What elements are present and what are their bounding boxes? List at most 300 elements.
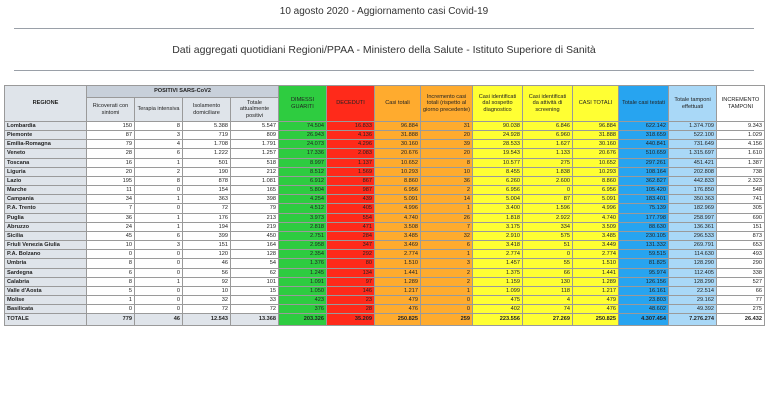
- table-row: [5, 295, 765, 304]
- value-cell: 90.038: [473, 122, 523, 131]
- value-cell: 72: [231, 305, 279, 314]
- value-cell: 6.956: [473, 186, 523, 195]
- value-cell: 16: [87, 158, 135, 167]
- value-cell: 0: [135, 250, 183, 259]
- value-cell: 80: [327, 259, 375, 268]
- value-cell: 8: [135, 122, 183, 131]
- value-cell: 479: [573, 295, 619, 304]
- value-cell: 75.139: [619, 204, 669, 213]
- value-cell: 0: [135, 186, 183, 195]
- value-cell: 2.600: [523, 176, 573, 185]
- value-cell: 423: [279, 295, 327, 304]
- value-cell: 146: [327, 286, 375, 295]
- value-cell: 8.512: [279, 167, 327, 176]
- value-cell: 1.791: [231, 140, 279, 149]
- value-cell: 2.910: [473, 231, 523, 240]
- value-cell: 31.888: [375, 131, 421, 140]
- value-cell: 2: [421, 268, 473, 277]
- value-cell: 4: [135, 140, 183, 149]
- value-cell: 8: [87, 259, 135, 268]
- value-cell: 1: [135, 213, 183, 222]
- value-cell: 522.100: [669, 131, 717, 140]
- value-cell: 6: [421, 241, 473, 250]
- value-cell: 1.387: [717, 158, 765, 167]
- value-cell: 2.774: [573, 250, 619, 259]
- value-cell: 2.751: [279, 231, 327, 240]
- value-cell: 476: [375, 305, 421, 314]
- value-cell: 442.833: [669, 176, 717, 185]
- value-cell: 518: [231, 158, 279, 167]
- value-cell: 46: [183, 259, 231, 268]
- value-cell: 6: [135, 149, 183, 158]
- value-cell: 136.361: [669, 222, 717, 231]
- value-cell: 36: [87, 213, 135, 222]
- value-cell: 72: [183, 305, 231, 314]
- value-cell: 4.740: [573, 213, 619, 222]
- value-cell: 873: [717, 231, 765, 240]
- value-cell: 1: [87, 295, 135, 304]
- value-cell: 11: [87, 186, 135, 195]
- value-cell: 4.996: [573, 204, 619, 213]
- value-cell: 10: [87, 241, 135, 250]
- value-cell: 4.136: [327, 131, 375, 140]
- value-cell: 0: [135, 295, 183, 304]
- value-cell: 1.374.709: [669, 122, 717, 131]
- value-cell: 8: [87, 277, 135, 286]
- table-row: [5, 241, 765, 250]
- value-cell: 1.222: [183, 149, 231, 158]
- value-cell: 128.290: [669, 277, 717, 286]
- region-name-cell: Sardegna: [5, 268, 87, 277]
- value-cell: 17.336: [279, 149, 327, 158]
- table-row: [5, 204, 765, 213]
- value-cell: 2.354: [279, 250, 327, 259]
- value-cell: 202.808: [669, 167, 717, 176]
- value-cell: 2.922: [523, 213, 573, 222]
- value-cell: 7: [87, 204, 135, 213]
- value-cell: 1: [135, 277, 183, 286]
- value-cell: 1.818: [473, 213, 523, 222]
- value-cell: 527: [717, 277, 765, 286]
- table-row: [5, 268, 765, 277]
- value-cell: 2.083: [327, 149, 375, 158]
- value-cell: 493: [717, 250, 765, 259]
- value-cell: 6.960: [523, 131, 573, 140]
- value-cell: 6.912: [279, 176, 327, 185]
- table-row: [5, 195, 765, 204]
- region-name-cell: Lombardia: [5, 122, 87, 131]
- value-cell: 0: [135, 259, 183, 268]
- value-cell: 95.974: [619, 268, 669, 277]
- value-cell: 554: [327, 213, 375, 222]
- table-row: [5, 286, 765, 295]
- value-cell: 479: [375, 295, 421, 304]
- table-row: [5, 158, 765, 167]
- value-cell: 128.290: [669, 259, 717, 268]
- header-tamponi: Totale tamponi effettuati: [669, 86, 717, 122]
- table-row: [5, 305, 765, 314]
- value-cell: 28.533: [473, 140, 523, 149]
- value-cell: 878: [183, 176, 231, 185]
- table-row: [5, 231, 765, 240]
- value-cell: 8.997: [279, 158, 327, 167]
- value-cell: 164: [231, 241, 279, 250]
- value-cell: 77: [717, 295, 765, 304]
- divider: [14, 70, 754, 71]
- value-cell: 4: [523, 295, 573, 304]
- value-cell: 10: [421, 167, 473, 176]
- table-row: [5, 277, 765, 286]
- value-cell: 14: [421, 195, 473, 204]
- value-cell: 719: [183, 131, 231, 140]
- value-cell: 4.254: [279, 195, 327, 204]
- value-cell: 177.798: [619, 213, 669, 222]
- value-cell: 3.509: [573, 222, 619, 231]
- value-cell: 194: [183, 222, 231, 231]
- value-cell: 3.469: [375, 241, 421, 250]
- value-cell: 87: [523, 195, 573, 204]
- value-cell: 318.659: [619, 131, 669, 140]
- value-cell: 31.888: [573, 131, 619, 140]
- value-cell: 26.943: [279, 131, 327, 140]
- region-name-cell: Umbria: [5, 259, 87, 268]
- value-cell: 1: [421, 286, 473, 295]
- header-ricoverati: Ricoverati con sintomi: [87, 98, 135, 122]
- value-cell: 7: [421, 222, 473, 231]
- value-cell: 6: [135, 231, 183, 240]
- table-row: [5, 140, 765, 149]
- value-cell: 16.833: [327, 122, 375, 131]
- value-cell: 54: [231, 259, 279, 268]
- value-cell: 1.457: [473, 259, 523, 268]
- value-cell: 190: [183, 167, 231, 176]
- region-name-cell: P.A. Trento: [5, 204, 87, 213]
- region-name-cell: Valle d'Aosta: [5, 286, 87, 295]
- value-cell: 4.296: [327, 140, 375, 149]
- table-row: [5, 149, 765, 158]
- value-cell: 16.161: [619, 286, 669, 295]
- value-cell: 10.293: [573, 167, 619, 176]
- value-cell: 5.091: [573, 195, 619, 204]
- value-cell: 376: [279, 305, 327, 314]
- value-cell: 350.363: [669, 195, 717, 204]
- table-row: [5, 222, 765, 231]
- region-name-cell: Calabria: [5, 277, 87, 286]
- value-cell: 9.343: [717, 122, 765, 131]
- value-cell: 0: [87, 250, 135, 259]
- region-name-cell: Sicilia: [5, 231, 87, 240]
- value-cell: 275: [717, 305, 765, 314]
- value-cell: 13.368: [231, 314, 279, 326]
- value-cell: 223.556: [473, 314, 523, 326]
- value-cell: 1.627: [523, 140, 573, 149]
- value-cell: 2.774: [375, 250, 421, 259]
- value-cell: 4.740: [375, 213, 421, 222]
- value-cell: 35.209: [327, 314, 375, 326]
- value-cell: 20: [87, 167, 135, 176]
- value-cell: 1: [135, 222, 183, 231]
- value-cell: 36: [421, 176, 473, 185]
- value-cell: 1.159: [473, 277, 523, 286]
- value-cell: 258.997: [669, 213, 717, 222]
- value-cell: 741: [717, 195, 765, 204]
- value-cell: 362.827: [619, 176, 669, 185]
- value-cell: 6: [87, 268, 135, 277]
- value-cell: 26: [421, 213, 473, 222]
- value-cell: 27.269: [523, 314, 573, 326]
- value-cell: 1: [421, 250, 473, 259]
- value-cell: 203.326: [279, 314, 327, 326]
- value-cell: 1.596: [523, 204, 573, 213]
- value-cell: 3.418: [473, 241, 523, 250]
- value-cell: 510.659: [619, 149, 669, 158]
- value-cell: 213: [231, 213, 279, 222]
- value-cell: 28: [327, 305, 375, 314]
- region-name-cell: Campania: [5, 195, 87, 204]
- value-cell: 450: [231, 231, 279, 240]
- value-cell: 3: [421, 259, 473, 268]
- covid-cases-table: [4, 85, 765, 326]
- value-cell: 1.510: [573, 259, 619, 268]
- value-cell: 809: [231, 131, 279, 140]
- value-cell: 62: [231, 268, 279, 277]
- value-cell: 2: [421, 186, 473, 195]
- value-cell: 20.676: [375, 149, 421, 158]
- value-cell: 1.217: [375, 286, 421, 295]
- value-cell: 1.441: [573, 268, 619, 277]
- value-cell: 622.142: [619, 122, 669, 131]
- value-cell: 92: [183, 277, 231, 286]
- value-cell: 867: [327, 176, 375, 185]
- value-cell: 250.825: [573, 314, 619, 326]
- value-cell: 297.261: [619, 158, 669, 167]
- value-cell: 1.708: [183, 140, 231, 149]
- value-cell: 3.508: [375, 222, 421, 231]
- value-cell: 30.160: [375, 140, 421, 149]
- value-cell: 10.652: [573, 158, 619, 167]
- value-cell: 45: [87, 231, 135, 240]
- table-row: [5, 259, 765, 268]
- value-cell: 1.376: [279, 259, 327, 268]
- value-cell: 32: [183, 295, 231, 304]
- value-cell: 439: [327, 195, 375, 204]
- value-cell: 5: [87, 286, 135, 295]
- page-title: 10 agosto 2020 - Aggiornamento casi Covid-19: [279, 6, 489, 17]
- region-name-cell: Emilia-Romagna: [5, 140, 87, 149]
- value-cell: 731.649: [669, 140, 717, 149]
- value-cell: 120: [183, 250, 231, 259]
- value-cell: 1.610: [717, 149, 765, 158]
- header-casi-totali: Casi totali: [375, 86, 421, 122]
- value-cell: 1.569: [327, 167, 375, 176]
- value-cell: 176.850: [669, 186, 717, 195]
- value-cell: 101: [231, 277, 279, 286]
- value-cell: 8: [421, 158, 473, 167]
- value-cell: 26.432: [717, 314, 765, 326]
- value-cell: 0: [135, 305, 183, 314]
- value-cell: 1.245: [279, 268, 327, 277]
- value-cell: 195: [87, 176, 135, 185]
- value-cell: 2.774: [473, 250, 523, 259]
- value-cell: 269.791: [669, 241, 717, 250]
- value-cell: 1.081: [231, 176, 279, 185]
- value-cell: 2.958: [279, 241, 327, 250]
- value-cell: 5.388: [183, 122, 231, 131]
- value-cell: 10.652: [375, 158, 421, 167]
- value-cell: 55: [523, 259, 573, 268]
- value-cell: 334: [523, 222, 573, 231]
- value-cell: 398: [231, 195, 279, 204]
- value-cell: 87: [87, 131, 135, 140]
- value-cell: 6.956: [375, 186, 421, 195]
- value-cell: 4.996: [375, 204, 421, 213]
- value-cell: 451.421: [669, 158, 717, 167]
- header-terapia-intensiva: Terapia intensiva: [135, 98, 183, 122]
- header-casi-screening: Casi identificati da attività di screening: [523, 86, 573, 122]
- value-cell: 150: [87, 122, 135, 131]
- value-cell: 20.676: [573, 149, 619, 158]
- value-cell: 1: [135, 158, 183, 167]
- table-row: [5, 186, 765, 195]
- table-row: [5, 213, 765, 222]
- value-cell: 2: [421, 277, 473, 286]
- value-cell: 363: [183, 195, 231, 204]
- value-cell: 39: [421, 140, 473, 149]
- value-cell: 33: [231, 295, 279, 304]
- header-deceduti: DECEDUTI: [327, 86, 375, 122]
- value-cell: 56: [183, 268, 231, 277]
- value-cell: 15: [231, 286, 279, 295]
- value-cell: 10.293: [375, 167, 421, 176]
- value-cell: 690: [717, 213, 765, 222]
- page-subtitle: Dati aggregati quotidiani Regioni/PPAA - Ministero della Salute - Istituto Superiore di Sanità: [172, 44, 596, 56]
- header-isolamento: Isolamento domiciliare: [183, 98, 231, 122]
- value-cell: 28: [87, 149, 135, 158]
- value-cell: 79: [231, 204, 279, 213]
- value-cell: 1: [421, 204, 473, 213]
- region-name-cell: Toscana: [5, 158, 87, 167]
- value-cell: 0: [135, 286, 183, 295]
- region-name-cell: Veneto: [5, 149, 87, 158]
- region-name-cell: Marche: [5, 186, 87, 195]
- value-cell: 88.630: [619, 222, 669, 231]
- value-cell: 1.099: [473, 286, 523, 295]
- region-name-cell: P.A. Bolzano: [5, 250, 87, 259]
- value-cell: 126.156: [619, 277, 669, 286]
- total-row: [5, 314, 765, 326]
- value-cell: 1.133: [523, 149, 573, 158]
- table-row: [5, 176, 765, 185]
- value-cell: 74: [523, 305, 573, 314]
- value-cell: 59.515: [619, 250, 669, 259]
- value-cell: 402: [473, 305, 523, 314]
- value-cell: 6.956: [573, 186, 619, 195]
- value-cell: 8.455: [473, 167, 523, 176]
- value-cell: 987: [327, 186, 375, 195]
- value-cell: 23.803: [619, 295, 669, 304]
- value-cell: 347: [327, 241, 375, 250]
- value-cell: 653: [717, 241, 765, 250]
- value-cell: 575: [523, 231, 573, 240]
- value-cell: 259: [421, 314, 473, 326]
- value-cell: 1.289: [573, 277, 619, 286]
- value-cell: 151: [183, 241, 231, 250]
- table-row: [5, 167, 765, 176]
- value-cell: 24.073: [279, 140, 327, 149]
- region-name-cell: Basilicata: [5, 305, 87, 314]
- value-cell: 22.514: [669, 286, 717, 295]
- value-cell: 97: [327, 277, 375, 286]
- value-cell: 131.332: [619, 241, 669, 250]
- value-cell: 0: [135, 204, 183, 213]
- value-cell: 1: [135, 195, 183, 204]
- value-cell: 183.401: [619, 195, 669, 204]
- value-cell: 128: [231, 250, 279, 259]
- value-cell: 3.485: [375, 231, 421, 240]
- value-cell: 66: [717, 286, 765, 295]
- value-cell: 34: [87, 195, 135, 204]
- value-cell: 3.973: [279, 213, 327, 222]
- value-cell: 284: [327, 231, 375, 240]
- value-cell: 48.602: [619, 305, 669, 314]
- value-cell: 49.392: [669, 305, 717, 314]
- value-cell: 738: [717, 167, 765, 176]
- value-cell: 3.400: [473, 204, 523, 213]
- value-cell: 10: [183, 286, 231, 295]
- region-name-cell: Piemonte: [5, 131, 87, 140]
- value-cell: 29.162: [669, 295, 717, 304]
- value-cell: 501: [183, 158, 231, 167]
- value-cell: 8.860: [573, 176, 619, 185]
- value-cell: 134: [327, 268, 375, 277]
- value-cell: 4.307.454: [619, 314, 669, 326]
- table-row: [5, 122, 765, 131]
- value-cell: 5.091: [375, 195, 421, 204]
- value-cell: 1.838: [523, 167, 573, 176]
- value-cell: 3.175: [473, 222, 523, 231]
- value-cell: 2.818: [279, 222, 327, 231]
- value-cell: 292: [327, 250, 375, 259]
- value-cell: 305: [717, 204, 765, 213]
- value-cell: 6.260: [473, 176, 523, 185]
- value-cell: 31: [421, 122, 473, 131]
- value-cell: 165: [231, 186, 279, 195]
- value-cell: 1.217: [573, 286, 619, 295]
- value-cell: 5.547: [231, 122, 279, 131]
- value-cell: 8: [135, 176, 183, 185]
- value-cell: 3.449: [573, 241, 619, 250]
- value-cell: 476: [573, 305, 619, 314]
- value-cell: 0: [421, 295, 473, 304]
- value-cell: 24: [87, 222, 135, 231]
- value-cell: 399: [183, 231, 231, 240]
- value-cell: 96.884: [375, 122, 421, 131]
- header-casi-sospetto: Casi identificati dal sospetto diagnostico: [473, 86, 523, 122]
- value-cell: 3.485: [573, 231, 619, 240]
- value-cell: 6.846: [523, 122, 573, 131]
- value-cell: 182.969: [669, 204, 717, 213]
- value-cell: 19.543: [473, 149, 523, 158]
- value-cell: 114.630: [669, 250, 717, 259]
- region-name-cell: Friuli Venezia Giulia: [5, 241, 87, 250]
- value-cell: 0: [135, 268, 183, 277]
- divider: [14, 28, 754, 29]
- value-cell: 3: [135, 131, 183, 140]
- value-cell: 475: [473, 295, 523, 304]
- value-cell: 51: [523, 241, 573, 250]
- value-cell: 176: [183, 213, 231, 222]
- value-cell: 8.860: [375, 176, 421, 185]
